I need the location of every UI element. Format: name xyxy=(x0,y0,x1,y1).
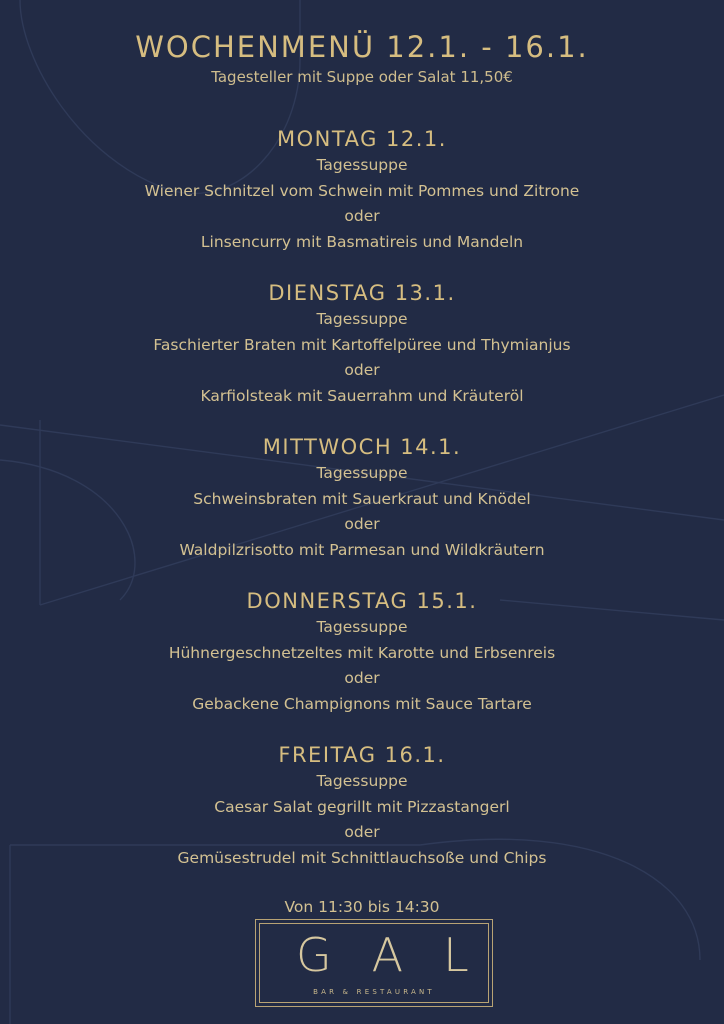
restaurant-logo xyxy=(255,919,509,1007)
main-option-1: Caesar Salat gegrillt mit Pizzastangerl xyxy=(214,797,510,816)
main-option-1: Wiener Schnitzel vom Schwein mit Pommes und Zitrone xyxy=(144,181,580,200)
opening-hours: Von 11:30 bis 14:30 xyxy=(284,898,440,916)
soup-line: Tagessuppe xyxy=(316,156,408,174)
day-heading: DIENSTAG 13.1. xyxy=(268,281,456,305)
logo-tagline: BAR & RESTAURANT xyxy=(313,988,435,996)
or-separator: oder xyxy=(344,207,380,225)
menu-subtitle: Tagesteller mit Suppe oder Salat 11,50€ xyxy=(211,68,513,86)
menu-title: WOCHENMENÜ 12.1. - 16.1. xyxy=(135,30,589,64)
soup-line: Tagessuppe xyxy=(316,772,408,790)
day-heading: FREITAG 16.1. xyxy=(278,743,446,767)
day-monday xyxy=(0,125,724,255)
or-separator: oder xyxy=(344,515,380,533)
main-option-1: Hühnergeschnetzeltes mit Karotte und Erbsenreis xyxy=(168,643,556,662)
logo-wordmark: GAL xyxy=(296,928,509,982)
soup-line: Tagessuppe xyxy=(316,464,408,482)
day-heading: MITTWOCH 14.1. xyxy=(262,435,462,459)
main-option-2: Waldpilzrisotto mit Parmesan und Wildkräutern xyxy=(179,540,545,559)
main-option-2: Gebackene Champignons mit Sauce Tartare xyxy=(192,694,532,713)
main-option-1: Schweinsbraten mit Sauerkraut und Knödel xyxy=(193,489,531,508)
or-separator: oder xyxy=(344,669,380,687)
day-thursday xyxy=(0,587,724,717)
or-separator: oder xyxy=(344,361,380,379)
or-separator: oder xyxy=(344,823,380,841)
main-option-2: Karfiolsteak mit Sauerrahm und Kräuteröl xyxy=(200,386,524,405)
main-option-1: Faschierter Braten mit Kartoffelpüree und Thymianjus xyxy=(153,335,571,354)
day-tuesday xyxy=(0,279,724,409)
main-option-2: Linsencurry mit Basmatireis und Mandeln xyxy=(200,232,524,251)
day-friday xyxy=(0,741,724,871)
main-option-2: Gemüsestrudel mit Schnittlauchsoße und Chips xyxy=(177,848,547,867)
day-wednesday xyxy=(0,433,724,563)
soup-line: Tagessuppe xyxy=(316,310,408,328)
day-heading: MONTAG 12.1. xyxy=(277,127,447,151)
day-heading: DONNERSTAG 15.1. xyxy=(246,589,478,613)
soup-line: Tagessuppe xyxy=(316,618,408,636)
